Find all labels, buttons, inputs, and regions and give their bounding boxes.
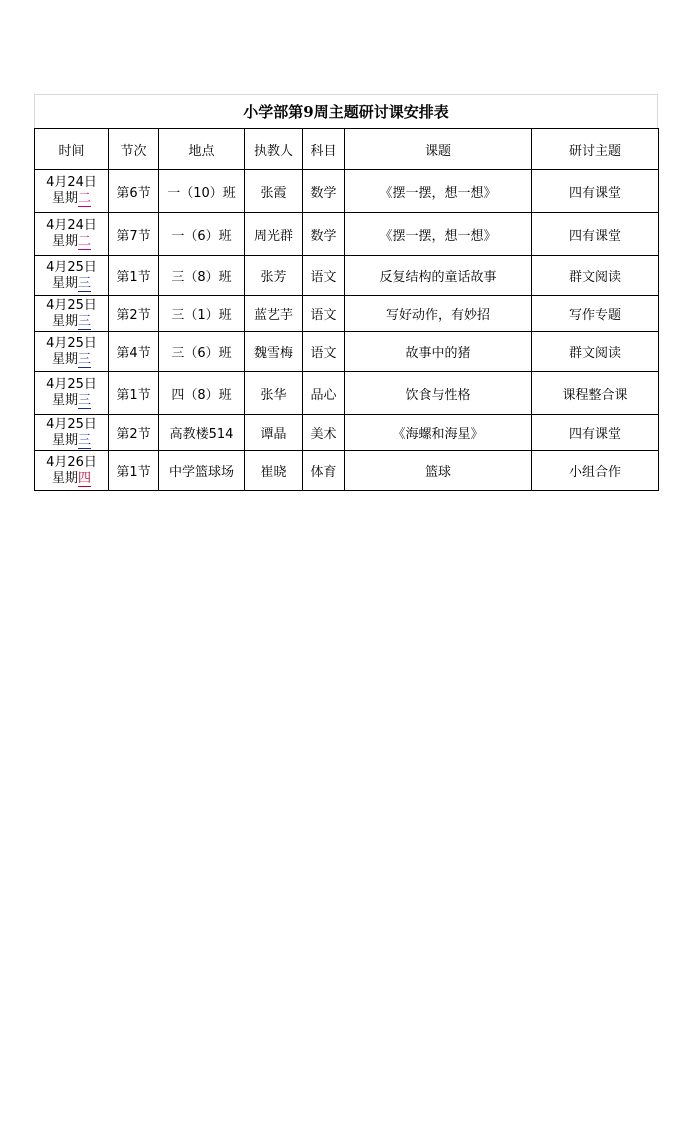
theme-cell: 小组合作 xyxy=(532,451,659,491)
table-row xyxy=(35,213,659,256)
subject-cell: 品心 xyxy=(303,372,345,415)
period-cell: 第1节 xyxy=(109,256,159,296)
teacher-cell: 周光群 xyxy=(245,213,303,256)
subject-cell: 数学 xyxy=(303,170,345,213)
weekday-text: 四 xyxy=(78,470,92,486)
theme-cell: 四有课堂 xyxy=(532,415,659,451)
weekday-text: 三 xyxy=(78,275,92,291)
table-row xyxy=(35,332,659,372)
period-cell: 第7节 xyxy=(109,213,159,256)
topic-cell: 反复结构的童话故事 xyxy=(345,256,532,296)
week-prefix: 星期 xyxy=(51,432,78,448)
period-cell: 第1节 xyxy=(109,451,159,491)
topic-cell: 饮食与性格 xyxy=(345,372,532,415)
location-cell: 三（8）班 xyxy=(159,256,245,296)
location-cell: 高教楼514 xyxy=(159,415,245,451)
date-text: 4月25日 xyxy=(46,259,97,275)
location-cell: 一（10）班 xyxy=(159,170,245,213)
weekday-text: 二 xyxy=(78,191,92,206)
week-prefix: 星期 xyxy=(51,351,78,367)
schedule-table xyxy=(34,128,659,491)
week-prefix: 星期 xyxy=(51,470,78,486)
date-text: 4月24日 xyxy=(46,218,97,233)
theme-cell: 四有课堂 xyxy=(532,213,659,256)
table-title: 小学部第9周主题研讨课安排表 xyxy=(34,94,658,128)
date-text: 4月26日 xyxy=(46,454,97,470)
location-cell: 中学篮球场 xyxy=(159,451,245,491)
topic-cell: 篮球 xyxy=(345,451,532,491)
schedule-sheet xyxy=(34,94,658,491)
date-text: 4月25日 xyxy=(46,377,97,392)
date-cell xyxy=(35,415,109,451)
weekday-text: 三 xyxy=(78,351,92,367)
header-period: 节次 xyxy=(109,129,159,170)
date-cell xyxy=(35,170,109,213)
week-prefix: 星期 xyxy=(51,275,78,291)
location-cell: 三（6）班 xyxy=(159,332,245,372)
teacher-cell: 张霞 xyxy=(245,170,303,213)
table-row xyxy=(35,415,659,451)
teacher-cell: 蓝艺芋 xyxy=(245,296,303,332)
date-cell xyxy=(35,256,109,296)
period-cell: 第2节 xyxy=(109,415,159,451)
theme-cell: 课程整合课 xyxy=(532,372,659,415)
teacher-cell: 谭晶 xyxy=(245,415,303,451)
topic-cell: 《海螺和海星》 xyxy=(345,415,532,451)
date-cell xyxy=(35,332,109,372)
topic-cell: 写好动作，有妙招 xyxy=(345,296,532,332)
date-text: 4月25日 xyxy=(46,297,97,313)
teacher-cell: 魏雪梅 xyxy=(245,332,303,372)
theme-cell: 写作专题 xyxy=(532,296,659,332)
date-cell xyxy=(35,213,109,256)
table-row xyxy=(35,451,659,491)
subject-cell: 语文 xyxy=(303,256,345,296)
header-theme: 研讨主题 xyxy=(532,129,659,170)
subject-cell: 数学 xyxy=(303,213,345,256)
date-text: 4月25日 xyxy=(46,416,97,432)
header-location: 地点 xyxy=(159,129,245,170)
location-cell: 三（1）班 xyxy=(159,296,245,332)
table-row xyxy=(35,170,659,213)
subject-cell: 语文 xyxy=(303,296,345,332)
week-prefix: 星期 xyxy=(51,234,78,249)
date-text: 4月25日 xyxy=(46,335,97,351)
header-subject: 科目 xyxy=(303,129,345,170)
header-teacher: 执教人 xyxy=(245,129,303,170)
theme-cell: 群文阅读 xyxy=(532,256,659,296)
teacher-cell: 张华 xyxy=(245,372,303,415)
header-topic: 课题 xyxy=(345,129,532,170)
header-time: 时间 xyxy=(35,129,109,170)
subject-cell: 语文 xyxy=(303,332,345,372)
date-cell xyxy=(35,372,109,415)
location-cell: 一（6）班 xyxy=(159,213,245,256)
week-prefix: 星期 xyxy=(51,393,78,408)
theme-cell: 四有课堂 xyxy=(532,170,659,213)
teacher-cell: 崔晓 xyxy=(245,451,303,491)
table-row xyxy=(35,296,659,332)
subject-cell: 美术 xyxy=(303,415,345,451)
week-prefix: 星期 xyxy=(51,191,78,206)
header-row xyxy=(35,129,659,170)
table-row xyxy=(35,372,659,415)
topic-cell: 《摆一摆，想一想》 xyxy=(345,170,532,213)
weekday-text: 二 xyxy=(78,234,92,249)
theme-cell: 群文阅读 xyxy=(532,332,659,372)
weekday-text: 三 xyxy=(78,432,92,448)
week-prefix: 星期 xyxy=(51,313,78,329)
period-cell: 第6节 xyxy=(109,170,159,213)
period-cell: 第1节 xyxy=(109,372,159,415)
weekday-text: 三 xyxy=(78,313,92,329)
teacher-cell: 张芳 xyxy=(245,256,303,296)
topic-cell: 故事中的猪 xyxy=(345,332,532,372)
date-cell xyxy=(35,451,109,491)
subject-cell: 体育 xyxy=(303,451,345,491)
location-cell: 四（8）班 xyxy=(159,372,245,415)
period-cell: 第4节 xyxy=(109,332,159,372)
table-row xyxy=(35,256,659,296)
topic-cell: 《摆一摆，想一想》 xyxy=(345,213,532,256)
period-cell: 第2节 xyxy=(109,296,159,332)
date-text: 4月24日 xyxy=(46,175,97,190)
date-cell xyxy=(35,296,109,332)
weekday-text: 三 xyxy=(78,393,92,408)
